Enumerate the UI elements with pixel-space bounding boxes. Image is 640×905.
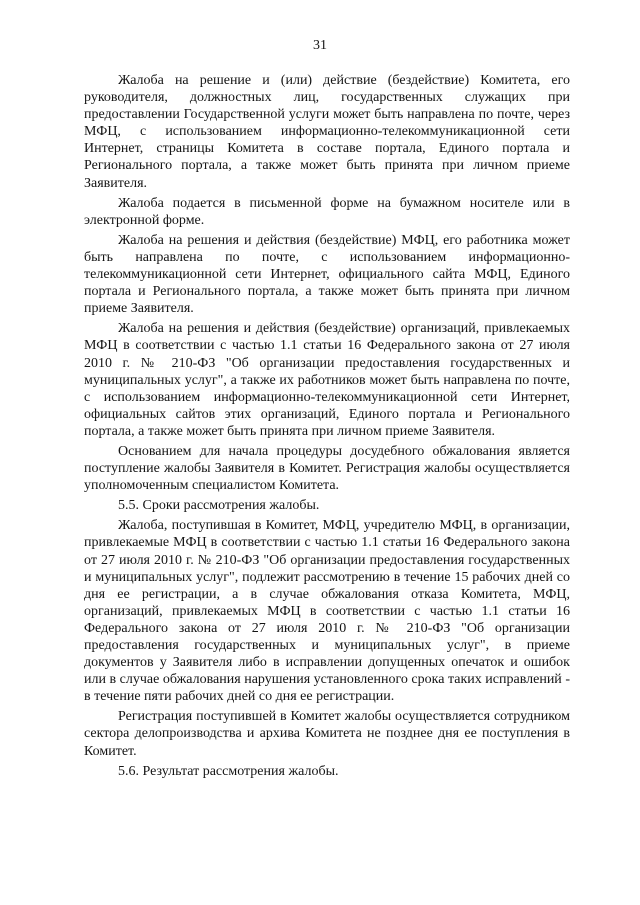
page-number: 31 — [313, 38, 327, 53]
paragraph-complaint-mfc: Жалоба на решения и действия (бездействие) МФЦ, его работника может быть направлена по почте, с использованием информационно-телекоммуникационной сети Интернет, официального сайта МФЦ, Единого портала и Регионального портала, а также может быть принята при личном приеме Заявителя. — [84, 232, 570, 317]
document-body — [84, 72, 570, 780]
section-heading-5-6: 5.6. Результат рассмотрения жалобы. — [118, 763, 339, 779]
paragraph-registration: Регистрация поступившей в Комитет жалобы осуществляется сотрудником сектора делопроизводства и архива Комитета не позднее дня ее поступления в Комитет. — [84, 709, 570, 759]
paragraph-review-deadlines: Жалоба, поступившая в Комитет, МФЦ, учредителю МФЦ, в организации, привлекаемые МФЦ в соответствии с частью 1.1 статьи 16 Федерального закона от 27 июля 2010 г. № 210-ФЗ "Об организации предоставления государственных и муниципальных услуг", подлежит рассмотрению в течение 15 рабочих дней со дня ее регистрации, а в случае обжалования отказа Комитета, МФЦ, организаций, привлекаемых МФЦ в соответствии с частью 1.1 статьи 16 Федерального закона от 27 июля 2010 г. № 210-ФЗ "Об организации предоставления государственных и муниципальных услуг", в приеме документов у Заявителя либо в исправлении допущенных опечаток и ошибок или в случае обжалования нарушения установленного срока таких исправлений - в течение пяти рабочих дней со дня ее регистрации. — [84, 518, 570, 705]
paragraph-complaint-organizations: Жалоба на решения и действия (бездействие) организаций, привлекаемых МФЦ в соответствии с частью 1.1 статьи 16 Федерального закона от 27 июля 2010 г. № 210-ФЗ "Об организации предоставления государственных и муниципальных услуг", а также их работников может быть направлена по почте, с использованием информационно-телекоммуникационной сети Интернет, официальных сайтов этих организаций, Единого портала и Регионального портала, а также может быть принята при личном приеме Заявителя. — [84, 321, 570, 439]
paragraph-complaint-form: Жалоба подается в письменной форме на бумажном носителе или в электронной форме. — [84, 195, 570, 228]
section-heading-5-5: 5.5. Сроки рассмотрения жалобы. — [118, 498, 320, 514]
paragraph-complaint-committee: Жалоба на решение и (или) действие (бездействие) Комитета, его руководителя, должностных лиц, государственных служащих при предоставлении Государственной услуги может быть направлена по почте, через МФЦ, с использованием информационно-телекоммуникационной сети Интернет, страницы Комитета в составе портала, Единого портала и Регионального портала, а также может быть принята при личном приеме Заявителя. — [84, 73, 570, 191]
paragraph-pretrial-basis: Основанием для начала процедуры досудебного обжалования является поступление жалобы Заявителя в Комитет. Регистрация жалобы осуществляется уполномоченным специалистом Комитета. — [84, 443, 570, 494]
